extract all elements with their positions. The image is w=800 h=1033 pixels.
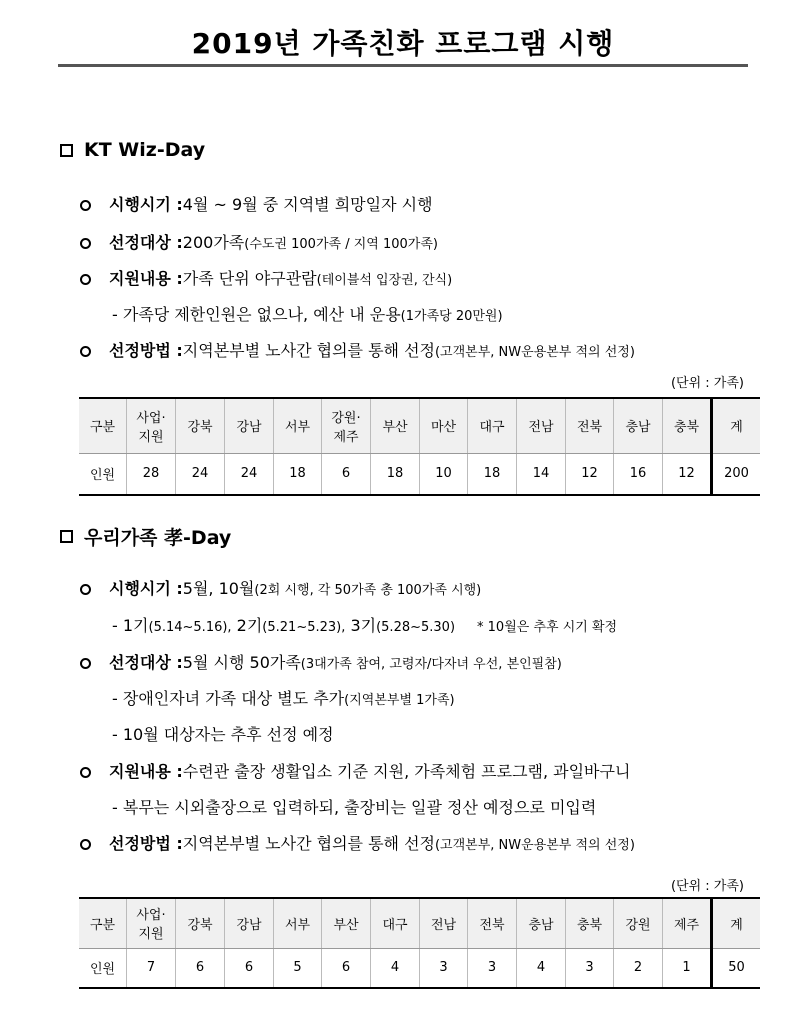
table-cell: 6 (322, 948, 371, 988)
item-note: (테이블석 입장권, 간식) (316, 273, 453, 288)
circle-bullet-icon (80, 238, 91, 249)
sub-text: - 복무는 시외출장으로 입력하되, 출장비는 일괄 정산 예정으로 미입력 (112, 798, 597, 817)
column-header: 강원 (614, 898, 663, 948)
item-note: (수도권 100가족 / 지역 100가족) (244, 237, 438, 252)
column-header: 전북 (566, 398, 614, 453)
column-header: 강원· 제주 (322, 398, 371, 453)
item-text: 지역본부별 노사간 협의를 통해 선정 (182, 341, 435, 360)
column-header: 마산 (420, 398, 468, 453)
table-cell: 6 (176, 948, 225, 988)
table-cell: 24 (176, 453, 225, 495)
table-header-row (79, 898, 760, 948)
column-header: 강남 (225, 398, 274, 453)
item-support (80, 266, 452, 289)
table-cell: 3 (566, 948, 614, 988)
table-corner-header: 구분 (79, 398, 127, 453)
schedule-term-2: 2기 (231, 616, 263, 635)
checkbox-square-icon (60, 144, 73, 157)
sub-text: - 가족당 제한인원은 없으나, 예산 내 운용 (112, 305, 401, 324)
column-header: 사업· 지원 (127, 898, 176, 948)
distribution-table-hyo-day (79, 897, 760, 989)
item-text: 수련관 출장 생활입소 기준 지원, 가족체험 프로그램, 과일바구니 (182, 762, 631, 781)
table-cell: 18 (468, 453, 517, 495)
item-label: 지원내용 : (109, 762, 183, 781)
table-corner-header: 구분 (79, 898, 127, 948)
table-cell: 12 (663, 453, 712, 495)
section-title: 우리가족 孝-Day (84, 527, 232, 549)
table-cell: 14 (517, 453, 566, 495)
column-header: 충남 (517, 898, 566, 948)
page-title: 2019년 가족친화 프로그램 시행 (191, 27, 615, 60)
column-header: 제주 (663, 898, 712, 948)
item-label: 선정방법 : (109, 834, 183, 853)
item-label: 지원내용 : (109, 269, 183, 288)
sub-item (112, 302, 503, 325)
item-target (80, 230, 438, 253)
column-header: 사업· 지원 (127, 398, 176, 453)
sub-note: (지역본부별 1가족) (344, 693, 455, 708)
row-header: 인원 (79, 453, 127, 495)
table-cell: 4 (517, 948, 566, 988)
schedule-note: * 10월은 추후 시기 확정 (477, 620, 618, 635)
item-text: 4월 ~ 9월 중 지역별 희망일자 시행 (182, 195, 433, 214)
column-header: 부산 (322, 898, 371, 948)
schedule-dates-2: (5.21~5.23), (262, 620, 346, 635)
item-method (80, 831, 635, 854)
column-header: 충남 (614, 398, 663, 453)
checkbox-square-icon (60, 530, 73, 543)
item-label: 시행시기 : (109, 195, 183, 214)
column-header: 계 (712, 398, 761, 453)
table-cell: 200 (712, 453, 761, 495)
table-cell: 16 (614, 453, 663, 495)
table-cell: 50 (712, 948, 761, 988)
sub-text: - 10월 대상자는 추후 선정 예정 (112, 725, 334, 744)
unit-label: (단위 : 가족) (670, 376, 744, 391)
circle-bullet-icon (80, 839, 91, 850)
sub-item (112, 686, 455, 709)
table-cell: 28 (127, 453, 176, 495)
table-cell: 18 (371, 453, 420, 495)
column-header: 강남 (225, 898, 274, 948)
section-title: KT Wiz-Day (84, 139, 206, 161)
title-divider (58, 64, 748, 67)
circle-bullet-icon (80, 584, 91, 595)
sub-item (112, 795, 596, 818)
column-header: 전북 (468, 898, 517, 948)
table-cell: 3 (420, 948, 468, 988)
item-support (80, 759, 630, 782)
table-cell: 3 (468, 948, 517, 988)
item-note: (2회 시행, 각 50가족 총 100가족 시행) (254, 583, 482, 598)
column-header: 서부 (274, 898, 322, 948)
column-header: 충북 (566, 898, 614, 948)
item-note: (고객본부, NW운용본부 적의 선정) (434, 838, 635, 853)
column-header: 계 (712, 898, 761, 948)
unit-label: (단위 : 가족) (670, 879, 744, 894)
item-text: 5월, 10월 (182, 579, 255, 598)
table-header-row (79, 398, 760, 453)
table-row (79, 948, 760, 988)
item-label: 선정대상 : (109, 233, 183, 252)
item-period (80, 192, 433, 215)
item-text: 가족 단위 야구관람 (182, 269, 317, 288)
row-header: 인원 (79, 948, 127, 988)
table-cell: 24 (225, 453, 274, 495)
schedule-term-3: 3기 (345, 616, 377, 635)
table-cell: 6 (225, 948, 274, 988)
table-cell: 7 (127, 948, 176, 988)
item-label: 시행시기 : (109, 579, 183, 598)
circle-bullet-icon (80, 200, 91, 211)
table-cell: 10 (420, 453, 468, 495)
column-header: 부산 (371, 398, 420, 453)
schedule-dates-3: (5.28~5.30) (376, 620, 456, 635)
item-method (80, 338, 635, 361)
item-text: 지역본부별 노사간 협의를 통해 선정 (182, 834, 435, 853)
sub-note: (1가족당 20만원) (400, 309, 503, 324)
schedule-line (112, 613, 617, 636)
item-text: 5월 시행 50가족 (182, 653, 301, 672)
table-cell: 2 (614, 948, 663, 988)
column-header: 충북 (663, 398, 712, 453)
table-row (79, 453, 760, 495)
item-note: (3대가족 참여, 고령자/다자녀 우선, 본인필참) (300, 657, 562, 672)
item-period (80, 576, 481, 599)
circle-bullet-icon (80, 346, 91, 357)
item-label: 선정대상 : (109, 653, 183, 672)
table-cell: 4 (371, 948, 420, 988)
item-text: 200가족 (182, 233, 245, 252)
table-cell: 6 (322, 453, 371, 495)
item-note: (고객본부, NW운용본부 적의 선정) (434, 345, 635, 360)
column-header: 강북 (176, 898, 225, 948)
circle-bullet-icon (80, 274, 91, 285)
section-heading-hyo-day (60, 523, 231, 550)
circle-bullet-icon (80, 767, 91, 778)
column-header: 대구 (468, 398, 517, 453)
table-cell: 18 (274, 453, 322, 495)
column-header: 대구 (371, 898, 420, 948)
table-cell: 12 (566, 453, 614, 495)
column-header: 서부 (274, 398, 322, 453)
column-header: 전남 (420, 898, 468, 948)
circle-bullet-icon (80, 658, 91, 669)
distribution-table-wiz-day (79, 397, 760, 496)
sub-text: - 장애인자녀 가족 대상 별도 추가 (112, 689, 345, 708)
column-header: 전남 (517, 398, 566, 453)
column-header: 강북 (176, 398, 225, 453)
table-cell: 5 (274, 948, 322, 988)
sub-item (112, 722, 334, 745)
schedule-dates-1: (5.14~5.16), (148, 620, 232, 635)
item-target (80, 650, 562, 673)
table-cell: 1 (663, 948, 712, 988)
item-label: 선정방법 : (109, 341, 183, 360)
section-heading-kt-wiz-day (60, 139, 205, 161)
schedule-term-1: - 1기 (112, 616, 149, 635)
